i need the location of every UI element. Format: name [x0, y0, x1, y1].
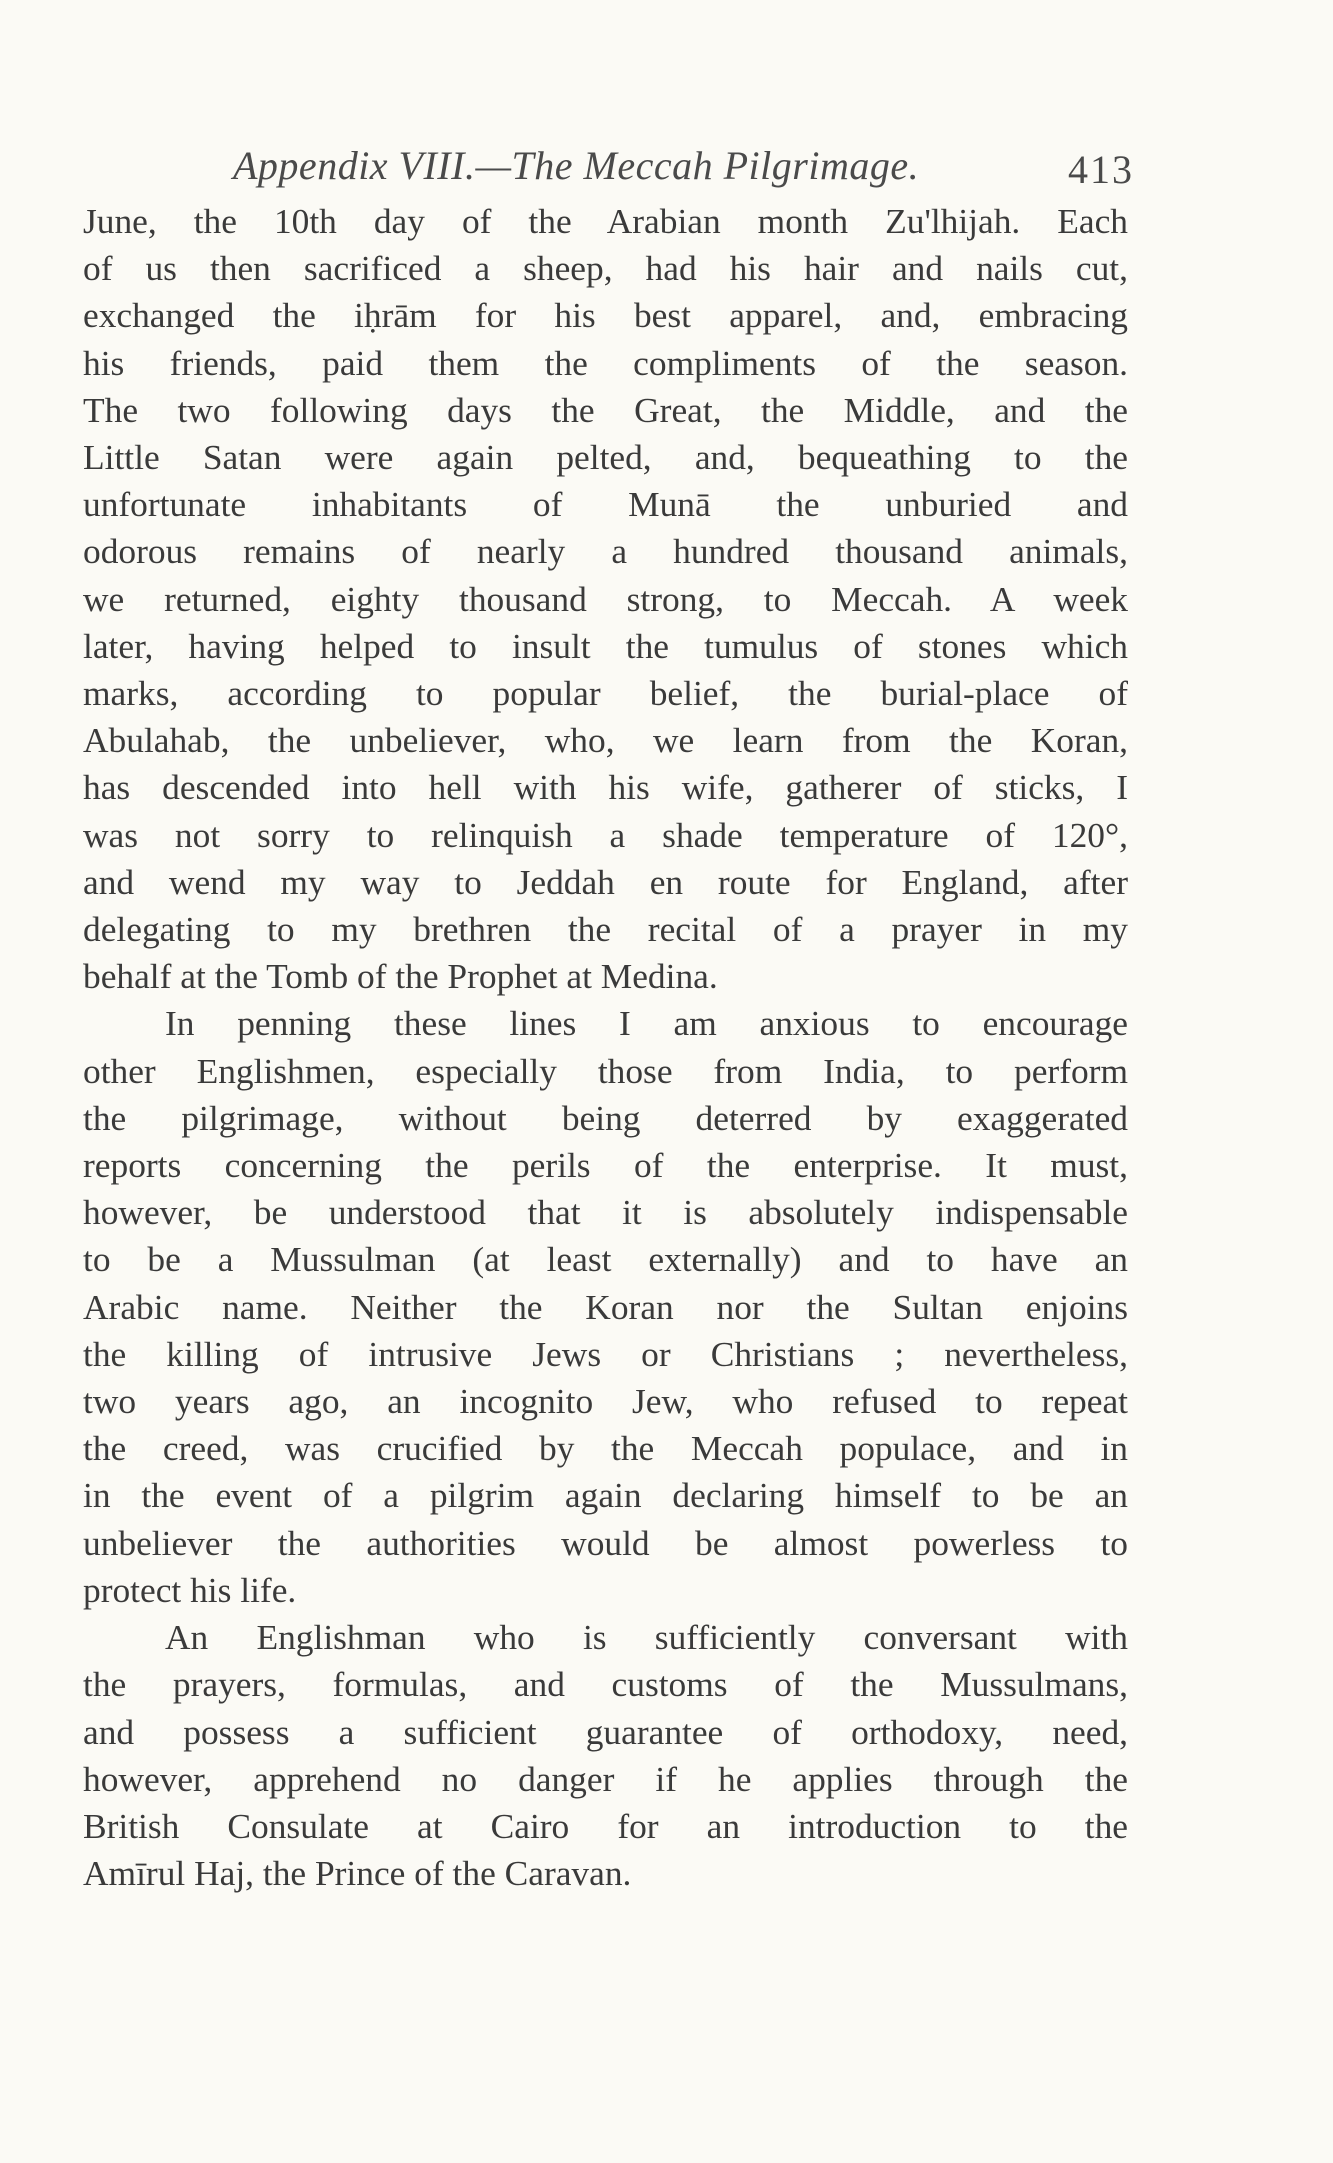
text-line: British Consulate at Cairo for an introduction to the — [83, 1805, 1128, 1846]
page-number: 413 — [1068, 147, 1134, 192]
running-title: Appendix VIII.—The Meccah Pilgrimage. — [233, 143, 920, 188]
text-line: reports concerning the perils of the enterprise. It must, — [83, 1145, 1128, 1186]
text-line: protect his life. — [83, 1569, 297, 1610]
text-line: June, the 10th day of the Arabian month Zu'lhijah. Each — [83, 201, 1128, 241]
text-line: of us then sacrificed a sheep, had his hair and nails cut, — [83, 248, 1128, 289]
text-line: his friends, paid them the compliments of the season. — [83, 342, 1128, 383]
text-line: to be a Mussulman (at least externally) and to have an — [83, 1239, 1128, 1280]
running-head — [83, 138, 1134, 198]
text-line: the pilgrimage, without being deterred by exaggerated — [83, 1097, 1128, 1138]
text-line: Amīrul Haj, the Prince of the Caravan. — [83, 1853, 632, 1894]
text-line: however, apprehend no danger if he applies through the — [83, 1758, 1128, 1799]
text-line: in the event of a pilgrim again declaring himself to be an — [83, 1475, 1128, 1516]
text-line: unbeliever the authorities would be almost powerless to — [83, 1522, 1128, 1563]
book-page — [83, 138, 1134, 1897]
text-line: behalf at the Tomb of the Prophet at Medina. — [83, 956, 718, 997]
text-line: has descended into hell with his wife, gatherer of sticks, I — [83, 767, 1128, 808]
text-line: and wend my way to Jeddah en route for England, after — [83, 861, 1128, 902]
text-line: Abulahab, the unbeliever, who, we learn from the Koran, — [83, 720, 1128, 761]
text-line: In penning these lines I am anxious to encourage — [165, 1003, 1128, 1044]
paragraph-3 — [83, 1614, 1128, 1897]
text-line: we returned, eighty thousand strong, to Meccah. A week — [83, 578, 1128, 619]
text-line: Arabic name. Neither the Koran nor the Sultan enjoins — [83, 1286, 1128, 1327]
text-line: exchanged the iḥrām for his best apparel, and, embracing — [83, 295, 1128, 336]
text-line: was not sorry to relinquish a shade temperature of 120°, — [83, 814, 1128, 855]
text-line: two years ago, an incognito Jew, who refused to repeat — [83, 1381, 1128, 1422]
text-line: the creed, was crucified by the Meccah populace, and in — [83, 1428, 1128, 1469]
text-line: unfortunate inhabitants of Munā the unburied and — [83, 484, 1128, 525]
paragraph-2 — [83, 1000, 1128, 1614]
text-line: the killing of intrusive Jews or Christians ; nevertheless, — [83, 1333, 1128, 1374]
text-line: the prayers, formulas, and customs of the Mussulmans, — [83, 1664, 1128, 1705]
text-line: An Englishman who is sufficiently conversant with — [165, 1617, 1128, 1658]
text-line: delegating to my brethren the recital of a prayer in my — [83, 909, 1128, 950]
text-line: marks, according to popular belief, the burial-place of — [83, 673, 1128, 714]
text-line: other Englishmen, especially those from India, to perform — [83, 1050, 1128, 1091]
text-line: Little Satan were again pelted, and, bequeathing to the — [83, 437, 1128, 478]
text-line: The two following days the Great, the Middle, and the — [83, 389, 1128, 430]
text-line: odorous remains of nearly a hundred thousand animals, — [83, 531, 1128, 572]
text-line: and possess a sufficient guarantee of orthodoxy, need, — [83, 1711, 1128, 1752]
paragraph-1 — [83, 198, 1128, 1000]
text-line: however, be understood that it is absolutely indispensable — [83, 1192, 1128, 1233]
text-line: later, having helped to insult the tumulus of stones which — [83, 625, 1128, 666]
